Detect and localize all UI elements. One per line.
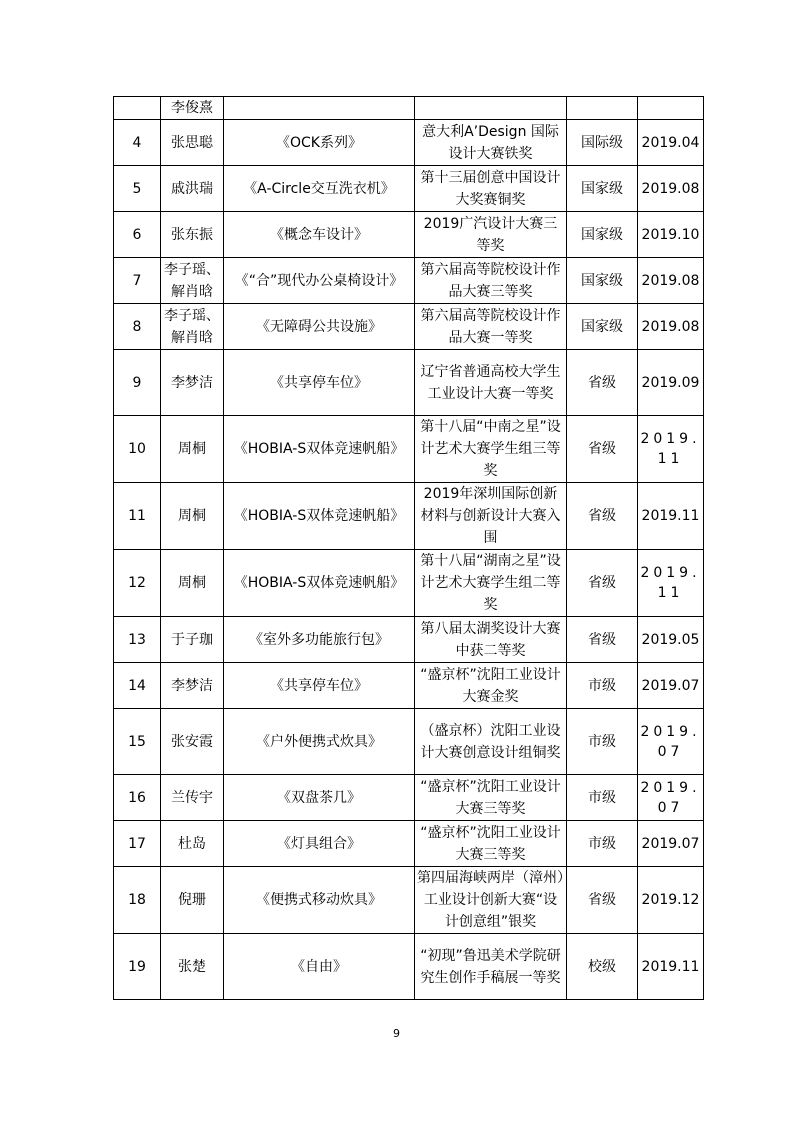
student-name: 张楚 [161,934,224,1000]
table-row [114,775,704,821]
student-name: 张思聪 [161,120,224,166]
work-title: 《户外便携式炊具》 [224,709,415,775]
table-row [114,416,704,483]
row-number: 10 [114,416,161,483]
row-number: 17 [114,821,161,867]
award-level: 国家级 [567,258,638,304]
award-date: 2019.11 [638,550,704,617]
work-title: 《OCK系列》 [224,120,415,166]
award-name: “盛京杯”沈阳工业设计大赛三等奖 [415,821,567,867]
work-title: 《A-Circle交互洗衣机》 [224,166,415,212]
student-name: 张东振 [161,212,224,258]
award-name: 2019广汽设计大赛三等奖 [415,212,567,258]
work-title: 《无障碍公共设施》 [224,304,415,350]
award-name: 第六届高等院校设计作品大赛一等奖 [415,304,567,350]
award-date: 2019.08 [638,258,704,304]
award-level: 国际级 [567,120,638,166]
student-name: 李子瑶、解肖晗 [161,304,224,350]
student-name: 周桐 [161,550,224,617]
award-level: 省级 [567,617,638,663]
award-level: 国家级 [567,212,638,258]
student-name: 于子珈 [161,617,224,663]
student-name: 周桐 [161,483,224,550]
awards-table-body [114,97,704,1000]
award-level: 市级 [567,821,638,867]
student-name: 周桐 [161,416,224,483]
work-title [224,97,415,120]
award-name: 辽宁省普通高校大学生工业设计大赛一等奖 [415,350,567,416]
row-number: 13 [114,617,161,663]
student-name: 杜岛 [161,821,224,867]
row-number: 16 [114,775,161,821]
work-title: 《共享停车位》 [224,350,415,416]
awards-table [113,96,704,1000]
award-level: 市级 [567,709,638,775]
award-level: 省级 [567,416,638,483]
award-name: （盛京杯）沈阳工业设计大赛创意设计组铜奖 [415,709,567,775]
award-date [638,97,704,120]
award-name: 第十三届创意中国设计大奖赛铜奖 [415,166,567,212]
row-number: 8 [114,304,161,350]
student-name: 张安霞 [161,709,224,775]
award-date: 2019.07 [638,821,704,867]
student-name: 戚洪瑞 [161,166,224,212]
award-name: 第十八届“湖南之星”设计艺术大赛学生组二等奖 [415,550,567,617]
award-name: “初现”鲁迅美术学院研究生创作手稿展一等奖 [415,934,567,1000]
row-number: 9 [114,350,161,416]
award-date: 2019.07 [638,709,704,775]
award-level: 省级 [567,867,638,934]
award-name: “盛京杯”沈阳工业设计大赛三等奖 [415,775,567,821]
work-title: 《双盘茶几》 [224,775,415,821]
work-title: 《概念车设计》 [224,212,415,258]
award-name: 第四届海峡两岸（漳州）工业设计创新大赛“设计创意组”银奖 [415,867,567,934]
student-name: 李俊熹 [161,97,224,120]
award-date: 2019.11 [638,483,704,550]
work-title: 《自由》 [224,934,415,1000]
row-number: 4 [114,120,161,166]
award-date: 2019.10 [638,212,704,258]
row-number [114,97,161,120]
row-number: 19 [114,934,161,1000]
table-row [114,258,704,304]
award-date: 2019.12 [638,867,704,934]
award-level: 市级 [567,663,638,709]
award-level: 国家级 [567,166,638,212]
award-date: 2019.07 [638,663,704,709]
table-row [114,304,704,350]
table-row [114,934,704,1000]
award-date: 2019.08 [638,304,704,350]
work-title: 《室外多功能旅行包》 [224,617,415,663]
award-date: 2019.08 [638,166,704,212]
award-date: 2019.11 [638,934,704,1000]
award-name [415,97,567,120]
award-name: “盛京杯”沈阳工业设计大赛金奖 [415,663,567,709]
award-name: 2019年深圳国际创新材料与创新设计大赛入围 [415,483,567,550]
student-name: 倪珊 [161,867,224,934]
row-number: 15 [114,709,161,775]
page-number: 9 [393,1027,400,1040]
award-level: 国家级 [567,304,638,350]
work-title: 《便携式移动炊具》 [224,867,415,934]
table-row [114,97,704,120]
award-level: 省级 [567,350,638,416]
table-row [114,550,704,617]
row-number: 5 [114,166,161,212]
work-title: 《HOBIA-S双体竞速帆船》 [224,416,415,483]
row-number: 6 [114,212,161,258]
student-name: 李梦洁 [161,663,224,709]
award-name: 第十八届“中南之星”设计艺术大赛学生组三等奖 [415,416,567,483]
table-row [114,212,704,258]
table-row [114,663,704,709]
award-level [567,97,638,120]
row-number: 11 [114,483,161,550]
table-row [114,350,704,416]
work-title: 《HOBIA-S双体竞速帆船》 [224,550,415,617]
table-row [114,821,704,867]
row-number: 18 [114,867,161,934]
award-date: 2019.04 [638,120,704,166]
table-row [114,166,704,212]
award-level: 市级 [567,775,638,821]
award-name: 第六届高等院校设计作品大赛三等奖 [415,258,567,304]
table-row [114,483,704,550]
student-name: 李子瑶、解肖晗 [161,258,224,304]
student-name: 李梦洁 [161,350,224,416]
row-number: 7 [114,258,161,304]
award-date: 2019.07 [638,775,704,821]
award-date: 2019.05 [638,617,704,663]
work-title: 《共享停车位》 [224,663,415,709]
award-name: 意大利A’Design 国际设计大赛铁奖 [415,120,567,166]
table-row [114,709,704,775]
work-title: 《“合”现代办公桌椅设计》 [224,258,415,304]
work-title: 《HOBIA-S双体竞速帆船》 [224,483,415,550]
award-level: 校级 [567,934,638,1000]
award-level: 省级 [567,550,638,617]
award-name: 第八届太湖奖设计大赛中获二等奖 [415,617,567,663]
row-number: 12 [114,550,161,617]
table-row [114,617,704,663]
award-level: 省级 [567,483,638,550]
award-date: 2019.11 [638,416,704,483]
table-row [114,867,704,934]
work-title: 《灯具组合》 [224,821,415,867]
student-name: 兰传宇 [161,775,224,821]
award-date: 2019.09 [638,350,704,416]
table-row [114,120,704,166]
row-number: 14 [114,663,161,709]
